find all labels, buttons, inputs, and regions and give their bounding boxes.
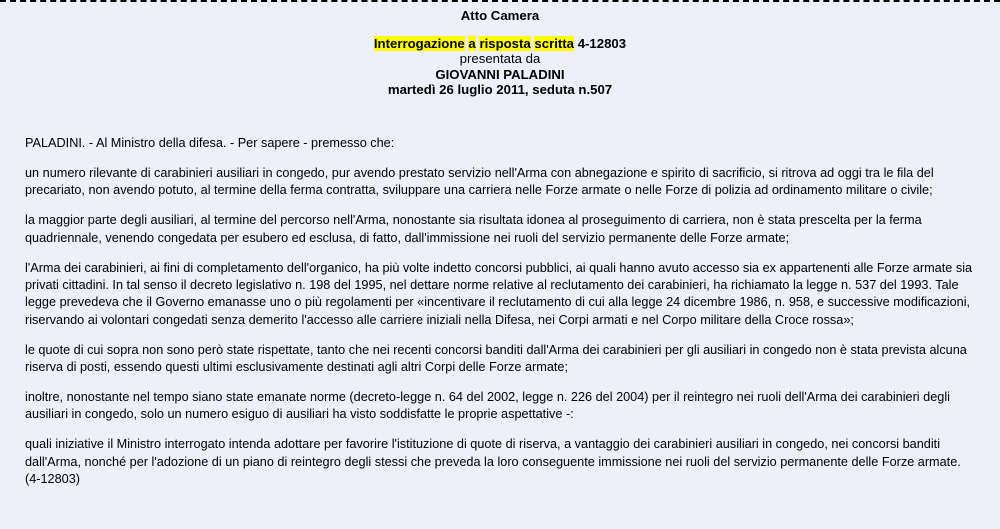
highlighted-word: a <box>468 35 476 51</box>
presented-by-label: presentata da <box>459 51 541 67</box>
paragraph-intro: PALADINI. - Al Ministro della difesa. - Per sapere - premesso che: <box>25 135 395 150</box>
document-header <box>25 8 975 98</box>
paragraph-request: quali iniziative il Ministro interrogato intenda adottare per favorire l'istituzione di quote di riserva, a vantaggio dei carabinieri ausiliari in congedo, nei concorsi banditi dall'Arma, nonché per l'adozione di un piano di reintegro degli stessi che preveda la loro conseguente immissione nei ruoli del servizio permanente delle Forze armate.(4-12803) <box>25 437 961 487</box>
paragraph: l'Arma dei carabinieri, ai fini di completamento dell'organico, ha più volte indetto concorsi pubblici, ai quali hanno avuto accesso sia ex appartenenti alle Forze armate sia privati cittadini. In tal senso il decreto legislativo n. 198 del 1995, nel dettare norme relative al reclutamento dei carabinieri, ha richiamato la legge n. 537 del 1993. Tale legge prevedeva che il Governo emanasse uno o più regolamenti per «incentivare il reclutamento di cui alla legge 24 dicembre 1986, n. 958, e successive modificazioni, riservando ai volontari congedati senza demerito l'accesso alle carriere iniziali nella Difesa, nei Corpi armati e nel Corpo militare della Croce rossa»; <box>25 260 973 327</box>
presenter-name: GIOVANNI PALADINI <box>435 66 565 82</box>
question-number: 4-12803 <box>577 35 627 51</box>
session-date: martedì 26 luglio 2011, seduta n.507 <box>387 82 613 98</box>
highlighted-word: scritta <box>534 35 575 51</box>
document-body <box>25 135 975 489</box>
highlighted-word: Interrogazione <box>373 35 465 51</box>
highlighted-word: risposta <box>479 35 531 51</box>
paragraph: la maggior parte degli ausiliari, al termine del percorso nell'Arma, nonostante sia risultata idonea al proseguimento di carriera, non è stata prescelta per la ferma quadriennale, venendo congedata per esubero ed esclusa, di fatto, dall'immissione nei ruoli del servizio permanente delle Forze armate; <box>25 213 922 245</box>
paragraph: le quote di cui sopra non sono però state rispettate, tanto che nei recenti concorsi banditi dall'Arma dei carabinieri per gli ausiliari in congedo non è stata prevista alcuna riserva di posti, essendo questi ultimi esclusivamente destinati agli altri Corpi delle Forze armate; <box>25 342 967 375</box>
chamber-title: Atto Camera <box>460 8 540 23</box>
question-title <box>25 36 975 52</box>
paragraph: inoltre, nonostante nel tempo siano state emanate norme (decreto-legge n. 64 del 2002, legge n. 226 del 2004) per il reintegro nei ruoli dell'Arma dei carabinieri degli ausiliari in congedo, solo un numero esiguo di ausiliari ha visto soddisfatte le proprie aspettative -: <box>25 389 950 422</box>
paragraph: un numero rilevante di carabinieri ausiliari in congedo, pur avendo prestato servizio nell'Arma con abnegazione e spirito di sacrificio, si ritrova ad oggi tra le fila del precariato, non avendo potuto, al termine della ferma contratta, sviluppare una carriera nelle Forze armate o nelle Forze di polizia ad ordinamento militare o civile; <box>25 165 934 198</box>
